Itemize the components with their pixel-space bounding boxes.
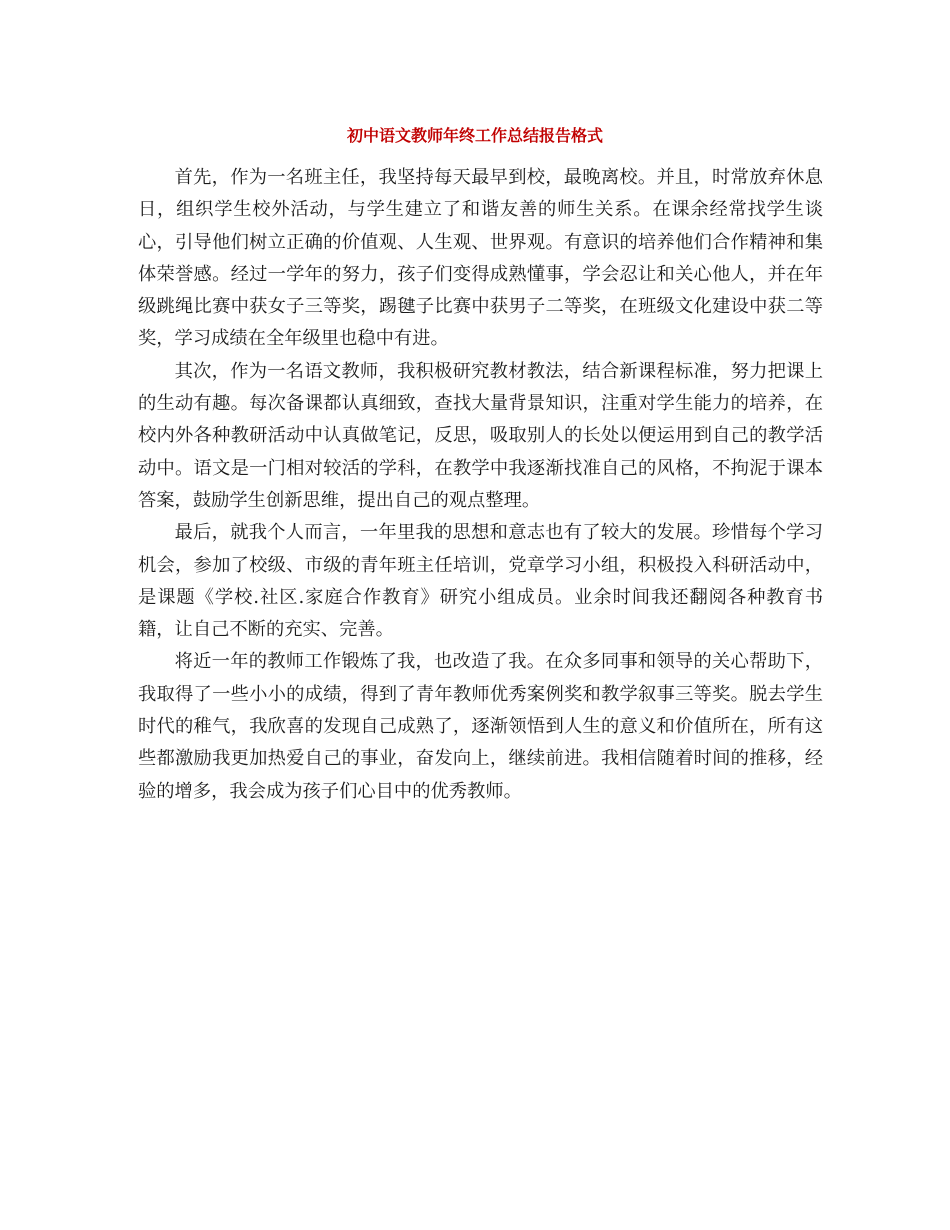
paragraph-conclusion: 将近一年的教师工作锻炼了我，也改造了我。在众多同事和领导的关心帮助下，我取得了一些小小的成绩，得到了青年教师优秀案例奖和教学叙事三等奖。脱去学生时代的稚气，我欣喜的发现自己成熟了，逐渐领悟到人生的意义和价值所在，所有这些都激励我更加热爱自己的事业，奋发向上，继续前进。我相信随着时间的推移，经验的增多，我会成为孩子们心目中的优秀教师。 [138, 651, 823, 802]
document-title: 初中语文教师年终工作总结报告格式 [346, 126, 603, 145]
paragraph-head-teacher: 首先，作为一名班主任，我坚持每天最早到校，最晚离校。并且，时常放弃休息日，组织学生校外活动，与学生建立了和谐友善的师生关系。在课余经常找学生谈心，引导他们树立正确的价值观、人生观、世界观。有意识的培养他们合作精神和集体荣誉感。经过一学年的努力，孩子们变得成熟懂事，学会忍让和关心他人，并在年级跳绳比赛中获女子三等奖，踢毽子比赛中获男子二等奖，在班级文化建设中获二等奖，学习成绩在全年级里也稳中有进。 [138, 167, 823, 350]
document-body [138, 162, 823, 808]
paragraph-chinese-teacher: 其次，作为一名语文教师，我积极研究教材教法，结合新课程标准，努力把课上的生动有趣。每次备课都认真细致，查找大量背景知识，注重对学生能力的培养，在校内外各种教研活动中认真做笔记，反思，吸取别人的长处以便运用到自己的教学活动中。语文是一门相对较活的学科，在教学中我逐渐找准自己的风格，不拘泥于课本答案，鼓励学生创新思维，提出自己的观点整理。 [138, 360, 823, 511]
paragraph-personal-growth: 最后，就我个人而言，一年里我的思想和意志也有了较大的发展。珍惜每个学习机会，参加了校级、市级的青年班主任培训，党章学习小组，积极投入科研活动中，是课题《学校.社区.家庭合作教育》研究小组成员。业余时间我还翻阅各种教育书籍，让自己不断的充实、完善。 [138, 522, 823, 641]
